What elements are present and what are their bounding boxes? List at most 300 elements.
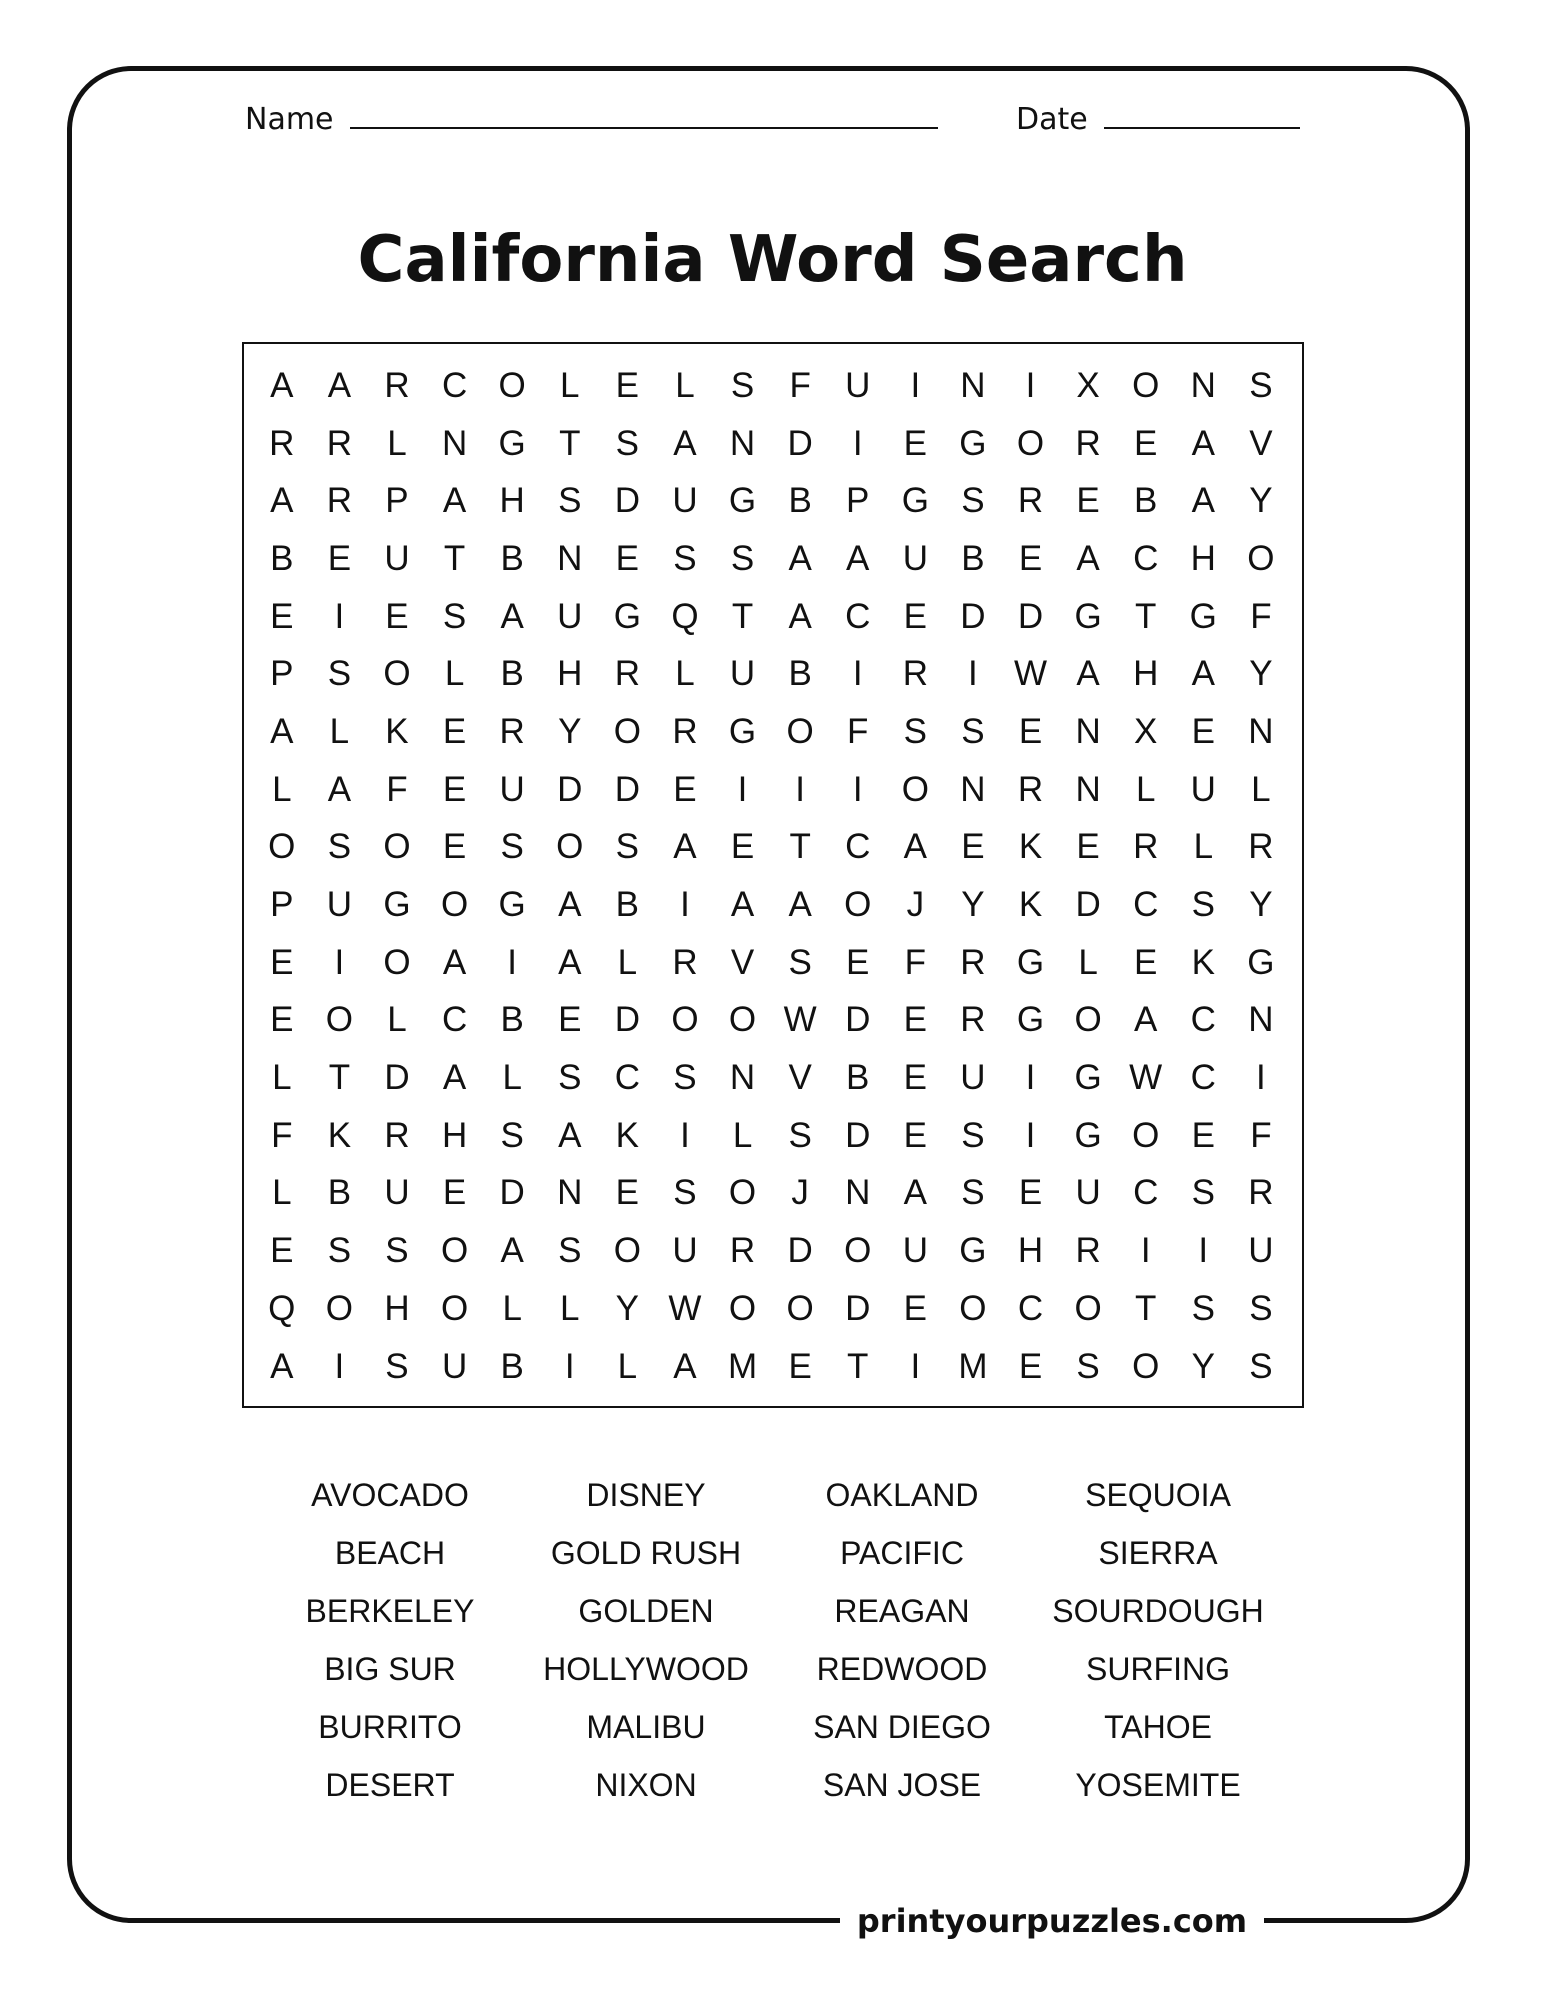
grid-cell[interactable]: A xyxy=(1191,423,1215,463)
grid-cell[interactable]: H xyxy=(1190,538,1216,578)
grid-cell[interactable]: R xyxy=(1075,1231,1101,1271)
grid-cell[interactable]: I xyxy=(334,1346,345,1386)
grid-cell[interactable]: R xyxy=(960,942,986,982)
grid-cell[interactable]: U xyxy=(960,1058,986,1098)
grid-cell[interactable]: F xyxy=(271,1115,293,1155)
grid-cell[interactable]: G xyxy=(901,481,929,521)
grid-cell[interactable]: I xyxy=(737,769,748,809)
grid-cell[interactable]: K xyxy=(615,1115,640,1155)
grid-cell[interactable]: S xyxy=(385,1346,409,1386)
grid-cell[interactable]: S xyxy=(558,481,582,521)
grid-cell[interactable]: R xyxy=(729,1231,756,1271)
grid-cell[interactable]: E xyxy=(442,711,467,751)
grid-cell[interactable]: K xyxy=(327,1115,352,1155)
grid-cell[interactable]: B xyxy=(500,538,524,578)
grid-cell[interactable]: N xyxy=(960,365,986,405)
grid-cell[interactable]: I xyxy=(1025,1115,1036,1155)
grid-cell[interactable]: N xyxy=(729,423,756,463)
grid-cell[interactable]: I xyxy=(1025,365,1036,405)
grid-cell[interactable]: D xyxy=(845,1288,871,1328)
grid-cell[interactable]: E xyxy=(730,827,755,867)
grid-cell[interactable]: U xyxy=(499,769,525,809)
grid-cell[interactable]: U xyxy=(672,1231,698,1271)
grid-cell[interactable]: S xyxy=(327,1231,352,1271)
grid-cell[interactable]: E xyxy=(1134,423,1158,463)
grid-cell[interactable]: K xyxy=(1018,827,1043,867)
grid-cell[interactable]: E xyxy=(615,1173,640,1213)
grid-cell[interactable]: R xyxy=(672,711,698,751)
grid-cell[interactable]: T xyxy=(443,538,466,578)
grid-cell[interactable]: A xyxy=(1076,654,1100,694)
grid-cell[interactable]: G xyxy=(959,423,987,463)
grid-cell[interactable]: A xyxy=(558,942,582,982)
grid-cell[interactable]: A xyxy=(442,942,467,982)
grid-cell[interactable]: R xyxy=(614,654,640,694)
grid-cell[interactable]: S xyxy=(442,596,467,636)
grid-cell[interactable]: E xyxy=(270,942,294,982)
grid-cell[interactable]: F xyxy=(1250,1115,1272,1155)
grid-cell[interactable]: Y xyxy=(961,885,985,925)
grid-cell[interactable]: P xyxy=(270,654,294,694)
grid-cell[interactable]: D xyxy=(614,1000,640,1040)
grid-cell[interactable]: E xyxy=(903,1000,927,1040)
grid-cell[interactable]: C xyxy=(1190,1000,1216,1040)
grid-cell[interactable]: Y xyxy=(1249,481,1273,521)
grid-cell[interactable]: O xyxy=(268,827,296,867)
grid-cell[interactable]: B xyxy=(846,1058,870,1098)
grid-cell[interactable]: S xyxy=(615,827,640,867)
grid-cell[interactable]: O xyxy=(786,1288,814,1328)
grid-cell[interactable]: D xyxy=(845,1115,871,1155)
grid-cell[interactable]: A xyxy=(730,885,755,925)
grid-cell[interactable]: S xyxy=(730,365,755,405)
grid-cell[interactable]: Q xyxy=(671,596,699,636)
grid-cell[interactable]: H xyxy=(499,481,525,521)
grid-cell[interactable]: E xyxy=(327,538,352,578)
grid-cell[interactable]: N xyxy=(845,1173,871,1213)
grid-cell[interactable]: R xyxy=(326,481,353,521)
grid-cell[interactable]: X xyxy=(1076,365,1100,405)
grid-cell[interactable]: O xyxy=(728,1173,757,1213)
grid-cell[interactable]: L xyxy=(617,942,638,982)
grid-cell[interactable]: U xyxy=(1248,1231,1274,1271)
grid-cell[interactable]: H xyxy=(441,1115,468,1155)
grid-cell[interactable]: S xyxy=(673,538,697,578)
grid-cell[interactable]: G xyxy=(1074,596,1102,636)
grid-cell[interactable]: D xyxy=(845,1000,871,1040)
grid-cell[interactable]: F xyxy=(1250,596,1272,636)
grid-cell[interactable]: O xyxy=(786,711,814,751)
grid-cell[interactable]: B xyxy=(788,481,812,521)
grid-cell[interactable]: A xyxy=(1191,654,1215,694)
grid-cell[interactable]: B xyxy=(327,1173,352,1213)
grid-cell[interactable]: P xyxy=(385,481,409,521)
grid-cell[interactable]: A xyxy=(673,827,697,867)
grid-cell[interactable]: F xyxy=(386,769,408,809)
grid-cell[interactable]: G xyxy=(1016,942,1045,982)
grid-cell[interactable]: R xyxy=(1133,827,1159,867)
grid-cell[interactable]: A xyxy=(558,1115,582,1155)
grid-cell[interactable]: B xyxy=(500,1346,524,1386)
grid-cell[interactable]: I xyxy=(1198,1231,1209,1271)
grid-cell[interactable]: E xyxy=(903,423,927,463)
grid-cell[interactable]: S xyxy=(1191,1173,1215,1213)
grid-cell[interactable]: L xyxy=(732,1115,753,1155)
grid-cell[interactable]: G xyxy=(959,1231,987,1271)
grid-cell[interactable]: R xyxy=(902,654,928,694)
grid-cell[interactable]: R xyxy=(1248,1173,1274,1213)
grid-cell[interactable]: Y xyxy=(558,711,582,751)
grid-cell[interactable]: I xyxy=(334,942,345,982)
grid-cell[interactable]: N xyxy=(441,423,468,463)
grid-cell[interactable]: O xyxy=(1132,1346,1160,1386)
grid-cell[interactable]: O xyxy=(1132,1115,1160,1155)
grid-cell[interactable]: N xyxy=(1248,1000,1274,1040)
grid-cell[interactable]: G xyxy=(1189,596,1217,636)
grid-cell[interactable]: D xyxy=(960,596,986,636)
grid-cell[interactable]: O xyxy=(959,1288,987,1328)
grid-cell[interactable]: U xyxy=(384,538,410,578)
grid-cell[interactable]: K xyxy=(1018,885,1043,925)
grid-cell[interactable]: O xyxy=(556,827,584,867)
grid-cell[interactable]: I xyxy=(852,423,863,463)
grid-cell[interactable]: C xyxy=(845,596,871,636)
grid-cell[interactable]: O xyxy=(1247,538,1275,578)
grid-cell[interactable]: A xyxy=(903,827,927,867)
grid-cell[interactable]: H xyxy=(1133,654,1159,694)
grid-cell[interactable]: U xyxy=(672,481,698,521)
grid-cell[interactable]: S xyxy=(788,1115,812,1155)
grid-cell[interactable]: G xyxy=(1016,1000,1045,1040)
grid-cell[interactable]: O xyxy=(844,1231,872,1271)
grid-cell[interactable]: T xyxy=(1135,1288,1157,1328)
grid-cell[interactable]: E xyxy=(1018,1173,1043,1213)
grid-cell[interactable]: B xyxy=(500,654,524,694)
grid-cell[interactable]: D xyxy=(384,1058,410,1098)
grid-cell[interactable]: G xyxy=(498,423,526,463)
grid-cell[interactable]: I xyxy=(1256,1058,1266,1098)
grid-cell[interactable]: S xyxy=(385,1231,409,1271)
grid-cell[interactable]: U xyxy=(1075,1173,1101,1213)
grid-cell[interactable]: N xyxy=(729,1058,756,1098)
grid-cell[interactable]: G xyxy=(498,885,526,925)
grid-cell[interactable]: O xyxy=(1074,1000,1102,1040)
grid-cell[interactable]: T xyxy=(559,423,581,463)
grid-cell[interactable]: U xyxy=(326,885,353,925)
grid-cell[interactable]: G xyxy=(1074,1058,1102,1098)
date-line[interactable] xyxy=(1104,127,1300,129)
grid-cell[interactable]: C xyxy=(1190,1058,1216,1098)
grid-cell[interactable]: S xyxy=(1249,1346,1273,1386)
grid-cell[interactable]: S xyxy=(673,1058,697,1098)
grid-cell[interactable]: R xyxy=(1075,423,1101,463)
grid-cell[interactable]: D xyxy=(1017,596,1044,636)
grid-cell[interactable]: R xyxy=(499,711,525,751)
grid-cell[interactable]: A xyxy=(788,885,812,925)
grid-cell[interactable]: U xyxy=(557,596,583,636)
grid-cell[interactable]: O xyxy=(1132,365,1160,405)
grid-cell[interactable]: N xyxy=(1190,365,1216,405)
grid-cell[interactable]: S xyxy=(788,942,812,982)
grid-cell[interactable]: E xyxy=(270,1000,294,1040)
grid-cell[interactable]: B xyxy=(1134,481,1158,521)
grid-cell[interactable]: S xyxy=(615,423,640,463)
grid-cell[interactable]: I xyxy=(334,596,345,636)
grid-cell[interactable]: E xyxy=(270,1231,294,1271)
grid-cell[interactable]: S xyxy=(961,1173,985,1213)
grid-cell[interactable]: B xyxy=(961,538,985,578)
grid-cell[interactable]: E xyxy=(1076,481,1100,521)
grid-cell[interactable]: G xyxy=(728,711,757,751)
grid-cell[interactable]: A xyxy=(1076,538,1100,578)
grid-cell[interactable]: O xyxy=(440,885,469,925)
grid-cell[interactable]: S xyxy=(558,1231,582,1271)
grid-cell[interactable]: S xyxy=(558,1058,582,1098)
grid-cell[interactable]: G xyxy=(383,885,411,925)
grid-cell[interactable]: A xyxy=(558,885,582,925)
grid-cell[interactable]: H xyxy=(384,1288,410,1328)
grid-cell[interactable]: S xyxy=(1076,1346,1100,1386)
grid-cell[interactable]: A xyxy=(788,538,812,578)
grid-cell[interactable]: R xyxy=(269,423,295,463)
grid-cell[interactable]: R xyxy=(384,365,410,405)
grid-cell[interactable]: E xyxy=(615,365,640,405)
grid-cell[interactable]: C xyxy=(1133,538,1159,578)
grid-cell[interactable]: V xyxy=(1249,423,1273,463)
grid-cell[interactable]: A xyxy=(270,1346,294,1386)
grid-cell[interactable]: I xyxy=(852,654,863,694)
grid-cell[interactable]: S xyxy=(1249,365,1273,405)
grid-cell[interactable]: A xyxy=(846,538,870,578)
grid-cell[interactable]: S xyxy=(1191,1288,1215,1328)
grid-cell[interactable]: L xyxy=(444,654,465,694)
grid-cell[interactable]: O xyxy=(325,1288,353,1328)
grid-cell[interactable]: D xyxy=(787,423,813,463)
grid-cell[interactable]: A xyxy=(673,1346,697,1386)
grid-cell[interactable]: N xyxy=(557,1173,583,1213)
grid-cell[interactable]: T xyxy=(1135,596,1157,636)
grid-cell[interactable]: P xyxy=(270,885,294,925)
grid-cell[interactable]: I xyxy=(564,1346,575,1386)
grid-cell[interactable]: O xyxy=(440,1231,469,1271)
grid-cell[interactable]: L xyxy=(1193,827,1214,867)
grid-cell[interactable]: E xyxy=(1191,711,1215,751)
grid-cell[interactable]: O xyxy=(383,654,411,694)
grid-cell[interactable]: M xyxy=(727,1346,758,1386)
grid-cell[interactable]: E xyxy=(1076,827,1100,867)
grid-cell[interactable]: W xyxy=(668,1288,702,1328)
grid-cell[interactable]: A xyxy=(442,1058,467,1098)
grid-cell[interactable]: B xyxy=(500,1000,524,1040)
grid-cell[interactable]: E xyxy=(442,769,467,809)
grid-cell[interactable]: S xyxy=(327,827,352,867)
grid-cell[interactable]: A xyxy=(903,1173,927,1213)
grid-cell[interactable]: T xyxy=(789,827,811,867)
grid-cell[interactable]: L xyxy=(272,1173,292,1213)
grid-cell[interactable]: O xyxy=(498,365,526,405)
grid-cell[interactable]: I xyxy=(680,1115,690,1155)
grid-cell[interactable]: N xyxy=(1075,769,1101,809)
grid-cell[interactable]: R xyxy=(1017,769,1044,809)
grid-cell[interactable]: B xyxy=(270,538,294,578)
grid-cell[interactable]: L xyxy=(675,365,695,405)
grid-cell[interactable]: A xyxy=(1191,481,1215,521)
grid-cell[interactable]: L xyxy=(675,654,695,694)
grid-cell[interactable]: I xyxy=(1140,1231,1151,1271)
grid-cell[interactable]: M xyxy=(958,1346,988,1386)
grid-cell[interactable]: A xyxy=(500,1231,524,1271)
grid-cell[interactable]: S xyxy=(500,827,524,867)
grid-cell[interactable]: W xyxy=(1013,654,1048,694)
grid-cell[interactable]: O xyxy=(440,1288,469,1328)
grid-cell[interactable]: E xyxy=(788,1346,812,1386)
grid-cell[interactable]: L xyxy=(560,1288,580,1328)
grid-cell[interactable]: L xyxy=(272,769,292,809)
grid-cell[interactable]: S xyxy=(730,538,755,578)
grid-cell[interactable]: G xyxy=(1074,1115,1102,1155)
grid-cell[interactable]: O xyxy=(1074,1288,1102,1328)
grid-cell[interactable]: R xyxy=(960,1000,986,1040)
grid-cell[interactable]: U xyxy=(441,1346,468,1386)
grid-cell[interactable]: C xyxy=(1133,1173,1159,1213)
grid-cell[interactable]: A xyxy=(442,481,467,521)
grid-cell[interactable]: N xyxy=(1075,711,1101,751)
grid-cell[interactable]: A xyxy=(270,365,294,405)
grid-cell[interactable]: C xyxy=(614,1058,640,1098)
grid-cell[interactable]: S xyxy=(1191,885,1215,925)
grid-cell[interactable]: U xyxy=(729,654,756,694)
grid-cell[interactable]: V xyxy=(730,942,755,982)
grid-cell[interactable]: U xyxy=(902,538,928,578)
grid-cell[interactable]: O xyxy=(844,885,872,925)
grid-cell[interactable]: J xyxy=(791,1173,809,1213)
grid-cell[interactable]: E xyxy=(1018,1346,1043,1386)
grid-cell[interactable]: E xyxy=(846,942,870,982)
grid-cell[interactable]: G xyxy=(728,481,757,521)
grid-cell[interactable]: C xyxy=(441,1000,468,1040)
grid-cell[interactable]: H xyxy=(557,654,583,694)
grid-cell[interactable]: E xyxy=(442,827,467,867)
grid-cell[interactable]: E xyxy=(1018,711,1043,751)
grid-cell[interactable]: K xyxy=(385,711,409,751)
grid-cell[interactable]: I xyxy=(680,885,690,925)
grid-cell[interactable]: D xyxy=(614,481,640,521)
grid-cell[interactable]: Q xyxy=(268,1288,296,1328)
grid-cell[interactable]: G xyxy=(1247,942,1275,982)
grid-cell[interactable]: Y xyxy=(1249,885,1273,925)
grid-cell[interactable]: L xyxy=(560,365,580,405)
grid-cell[interactable]: L xyxy=(272,1058,292,1098)
grid-cell[interactable]: L xyxy=(329,711,350,751)
grid-cell[interactable]: R xyxy=(1248,827,1274,867)
grid-cell[interactable]: U xyxy=(384,1173,410,1213)
grid-cell[interactable]: R xyxy=(384,1115,410,1155)
grid-cell[interactable]: E xyxy=(1018,538,1043,578)
grid-cell[interactable]: L xyxy=(387,423,407,463)
grid-cell[interactable]: S xyxy=(961,1115,985,1155)
grid-cell[interactable]: D xyxy=(499,1173,525,1213)
grid-cell[interactable]: E xyxy=(673,769,697,809)
grid-cell[interactable]: E xyxy=(903,1288,927,1328)
grid-cell[interactable]: I xyxy=(852,769,863,809)
grid-cell[interactable]: C xyxy=(1017,1288,1044,1328)
grid-cell[interactable]: O xyxy=(383,942,411,982)
grid-cell[interactable]: Y xyxy=(1249,654,1273,694)
grid-cell[interactable]: L xyxy=(387,1000,407,1040)
grid-cell[interactable]: I xyxy=(910,1346,921,1386)
grid-cell[interactable]: N xyxy=(557,538,583,578)
grid-cell[interactable]: D xyxy=(1075,885,1101,925)
grid-cell[interactable]: L xyxy=(502,1288,522,1328)
grid-cell[interactable]: A xyxy=(788,596,812,636)
grid-cell[interactable]: E xyxy=(270,596,294,636)
grid-cell[interactable]: E xyxy=(1134,942,1158,982)
grid-cell[interactable]: J xyxy=(906,885,925,925)
grid-cell[interactable]: T xyxy=(731,596,754,636)
grid-cell[interactable]: C xyxy=(845,827,871,867)
grid-cell[interactable]: H xyxy=(1017,1231,1044,1271)
grid-cell[interactable]: O xyxy=(325,1000,353,1040)
grid-cell[interactable]: O xyxy=(728,1288,757,1328)
grid-cell[interactable]: I xyxy=(910,365,921,405)
grid-cell[interactable]: B xyxy=(615,885,640,925)
grid-cell[interactable]: C xyxy=(1133,885,1159,925)
grid-cell[interactable]: O xyxy=(728,1000,757,1040)
grid-cell[interactable]: S xyxy=(961,711,985,751)
grid-cell[interactable]: T xyxy=(847,1346,869,1386)
grid-cell[interactable]: R xyxy=(326,423,353,463)
grid-cell[interactable]: D xyxy=(787,1231,813,1271)
grid-cell[interactable]: E xyxy=(442,1173,467,1213)
grid-cell[interactable]: N xyxy=(960,769,986,809)
grid-cell[interactable]: D xyxy=(614,769,640,809)
grid-cell[interactable]: O xyxy=(1016,423,1045,463)
grid-cell[interactable]: A xyxy=(327,769,352,809)
grid-cell[interactable]: S xyxy=(500,1115,524,1155)
grid-cell[interactable]: A xyxy=(500,596,524,636)
grid-cell[interactable]: A xyxy=(270,711,294,751)
grid-cell[interactable]: F xyxy=(789,365,811,405)
grid-cell[interactable]: O xyxy=(901,769,929,809)
grid-cell[interactable]: Y xyxy=(615,1288,640,1328)
grid-cell[interactable]: B xyxy=(788,654,812,694)
grid-cell[interactable]: E xyxy=(385,596,409,636)
grid-cell[interactable]: E xyxy=(615,538,640,578)
grid-cell[interactable]: L xyxy=(1251,769,1271,809)
grid-cell[interactable]: N xyxy=(1248,711,1274,751)
name-line[interactable] xyxy=(350,127,938,129)
grid-cell[interactable]: O xyxy=(613,711,641,751)
grid-cell[interactable]: F xyxy=(847,711,869,751)
grid-cell[interactable]: R xyxy=(672,942,698,982)
grid-cell[interactable]: L xyxy=(1135,769,1156,809)
grid-cell[interactable]: A xyxy=(270,481,294,521)
grid-cell[interactable]: E xyxy=(903,596,927,636)
grid-cell[interactable]: S xyxy=(1249,1288,1273,1328)
grid-cell[interactable]: S xyxy=(903,711,927,751)
grid-cell[interactable]: I xyxy=(968,654,978,694)
grid-cell[interactable]: Y xyxy=(1191,1346,1215,1386)
grid-cell[interactable]: O xyxy=(671,1000,699,1040)
grid-cell[interactable]: I xyxy=(795,769,805,809)
grid-cell[interactable]: I xyxy=(1025,1058,1036,1098)
grid-cell[interactable]: P xyxy=(846,481,870,521)
grid-cell[interactable]: S xyxy=(961,481,985,521)
grid-cell[interactable]: V xyxy=(788,1058,812,1098)
grid-cell[interactable]: A xyxy=(1134,1000,1158,1040)
grid-cell[interactable]: E xyxy=(558,1000,582,1040)
grid-cell[interactable]: R xyxy=(1017,481,1044,521)
